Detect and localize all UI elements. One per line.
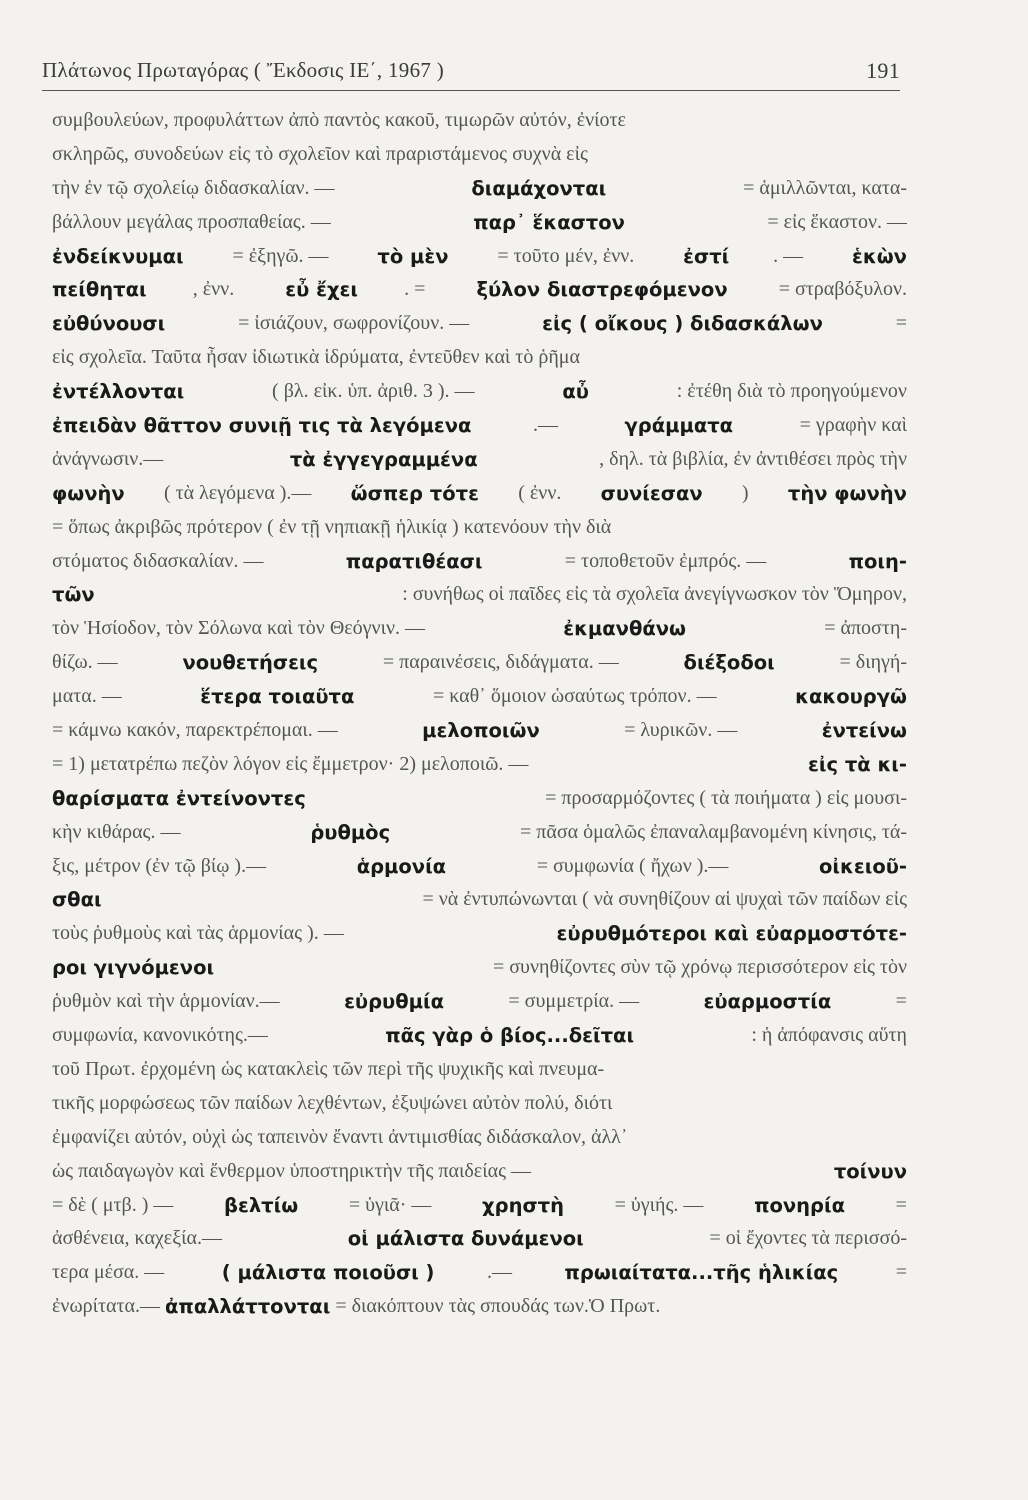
gloss-text: = ὑγιής. — [609, 1193, 709, 1216]
gloss-text: τικῆς μορφώσεως τῶν παίδων λεχθέντων, ἐξυψώνει αὐτὸν πολύ, διότι [52, 1091, 613, 1114]
gloss-text: ( τὰ λεγόμενα ).— [158, 481, 317, 504]
gloss-text: = διηγή- [834, 651, 907, 674]
gloss-text: : ἐτέθη διὰ τὸ προηγούμενον [671, 380, 907, 403]
gloss-text: = ὑγιᾶ· — [343, 1193, 437, 1216]
gloss-text: = ἐξηγῶ. — [227, 244, 334, 267]
gloss-text: , δηλ. τὰ βιβλία, ἐν ἀντιθέσει πρὸς τὴν [599, 447, 907, 470]
gloss-text: τὸν Ἡσίοδον, τὸν Σόλωνα καὶ τὸν Θεόγνιν. — [52, 617, 430, 640]
text-line [52, 511, 907, 545]
gloss-text: ἀσθένεια, καχεξία.— [52, 1227, 227, 1250]
gloss-text: = συμφωνία ( ἤχων ).— [531, 854, 734, 877]
gloss-text: τὴν ἐν τῷ σχολείῳ διδασκαλίαν. — [52, 176, 340, 199]
gloss-text: = συμμετρία. — [503, 990, 645, 1013]
lemma-term: ( μάλιστα ποιοῦσι ) [221, 1261, 435, 1285]
lemma-term: εὐρυθμότεροι καὶ εὐαρμοστότε- [556, 922, 907, 946]
lemma-term: γράμματα [624, 414, 734, 438]
gloss-text: = τοποθετοῦν ἐμπρός. — [559, 549, 772, 572]
text-line [52, 1155, 907, 1189]
gloss-text: = ἁμιλλῶνται, κατα- [738, 176, 907, 199]
gloss-text: = δὲ ( μτβ. ) — [52, 1193, 179, 1216]
lemma-term: ξύλον διαστρεφόμενον [476, 278, 728, 302]
gloss-text: σκληρῶς, συνοδεύων εἰς τὸ σχολεῖον καὶ πραριστάμενος συχνὰ εἰς [52, 142, 588, 165]
text-line [52, 138, 907, 172]
lemma-term: μελοποιῶν [422, 719, 540, 743]
lemma-term: τὸ μὲν [377, 244, 449, 268]
gloss-text: θίζω. — [52, 651, 123, 674]
lemma-term: παρατιθέασι [345, 549, 483, 573]
gloss-text: = 1) μετατρέπω πεζὸν λόγον εἰς ἔμμετρον· 2) μελοποιῶ. — [52, 752, 534, 775]
text-line [52, 680, 907, 714]
text-line [52, 714, 907, 748]
gloss-text: = παραινέσεις, διδάγματα. — [377, 651, 624, 674]
text-line [52, 782, 907, 816]
gloss-text: τοὺς ῥυθμοὺς καὶ τὰς ἁρμονίας ). — [52, 922, 349, 945]
lemma-term: θαρίσματα ἐντείνοντες [52, 786, 306, 810]
gloss-text: = εἰς ἕκαστον. — [762, 210, 907, 233]
lemma-term: συνίεσαν [600, 481, 703, 505]
gloss-text: = [890, 1193, 907, 1216]
lemma-term: πείθηται [52, 278, 147, 302]
gloss-text: = ἀποστη- [819, 617, 907, 640]
gloss-text: = ὅπως ἀκριβῶς πρότερον ( ἐν τῇ νηπιακῇ ἡλικίᾳ ) κατενόουν τὴν διὰ [52, 515, 612, 538]
text-line [52, 816, 907, 850]
lemma-term: ὥσπερ τότε [350, 481, 479, 505]
text-line [52, 951, 907, 985]
text-line [52, 985, 907, 1019]
lemma-term: τῶν [52, 583, 95, 607]
text-line [52, 1290, 907, 1324]
gloss-text: = τοῦτο μέν, ἐνν. [492, 244, 640, 267]
lemma-term: αὖ [562, 380, 589, 404]
gloss-text: = γραφὴν καὶ [794, 414, 907, 437]
gloss-text: ) [736, 481, 754, 504]
lemma-term: οἱ μάλιστα δυνάμενοι [347, 1227, 584, 1251]
lemma-term: εὐθύνουσι [52, 312, 166, 336]
text-line [52, 1189, 907, 1223]
gloss-text: ἀνάγνωσιν.— [52, 447, 169, 470]
gloss-text: : ἡ ἀπόφανσις αὕτη [746, 1024, 907, 1047]
gloss-text: = [890, 990, 907, 1013]
lemma-term: ἑκὼν [851, 244, 907, 268]
lemma-term: εὐαρμοστία [703, 990, 832, 1014]
text-line [52, 341, 907, 375]
lemma-term: ποιη- [848, 549, 907, 573]
lemma-term: εἰς ( οἴκους ) διδασκάλων [542, 312, 823, 336]
lemma-term: χρηστὴ [482, 1193, 564, 1217]
text-line [52, 477, 907, 511]
lemma-term: ἐπειδὰν θᾶττον συνιῇ τις τὰ λεγόμενα [52, 414, 472, 438]
gloss-text: = [890, 1261, 907, 1284]
running-header [42, 58, 900, 90]
text-line [52, 612, 907, 646]
gloss-text: = ἰσιάζουν, σωφρονίζουν. — [233, 312, 475, 335]
gloss-text: . — [773, 244, 809, 267]
text-line [52, 273, 907, 307]
gloss-text: , ἐνν. [192, 278, 240, 301]
text-line [52, 748, 907, 782]
lemma-term: ἐστί [683, 244, 730, 268]
gloss-text: = πᾶσα ὁμαλῶς ἐπαναλαμβανομένη κίνησις, τά- [514, 820, 907, 843]
lemma-term: ἕτερα τοιαῦτα [200, 685, 355, 709]
gloss-text: ( βλ. εἰκ. ὑπ. ἀριθ. 3 ). — [267, 380, 480, 403]
text-line [52, 578, 907, 612]
page-number: 191 [866, 58, 900, 83]
gloss-text: = καθ᾽ ὅμοιον ὡσαύτως τρόπον. — [427, 685, 722, 708]
lemma-term: τὰ ἐγγεγραμμένα [289, 447, 478, 471]
commentary-text [52, 104, 907, 1324]
gloss-text: βάλλουν μεγάλας προσπαθείας. — [52, 210, 336, 233]
lemma-term: εὐρυθμία [344, 990, 444, 1014]
lemma-term: ἀπαλλάττονται [165, 1295, 331, 1319]
lemma-term: ροι γιγνόμενοι [52, 956, 215, 980]
gloss-text: συμφωνία, κανονικότης.— [52, 1024, 273, 1047]
gloss-text: εἰς σχολεῖα. Ταῦτα ἦσαν ἰδιωτικὰ ἱδρύματα, ἐντεῦθεν καὶ τὸ ῥῆμα [52, 346, 580, 369]
lemma-term: ἐντείνω [821, 719, 907, 743]
text-line [52, 409, 907, 443]
lemma-term: πρωιαίτατα...τῆς ἡλικίας [564, 1261, 839, 1285]
gloss-text: . = [404, 278, 431, 301]
lemma-term: φωνὴν [52, 481, 125, 505]
gloss-text: στόματος διδασκαλίαν. — [52, 549, 269, 572]
gloss-text: τοῦ Πρωτ. ἐρχομένη ὡς κατακλεὶς τῶν περὶ τῆς ψυχικῆς καὶ πνευμα- [52, 1057, 605, 1080]
text-line [52, 545, 907, 579]
gloss-text: τερα μέσα. — [52, 1261, 170, 1284]
gloss-text: = προσαρμόζοντες ( τὰ ποιήματα ) εἰς μουσι- [540, 786, 907, 809]
gloss-text: = διακόπτουν τὰς σπουδάς των.Ὁ Πρωτ. [330, 1295, 661, 1318]
lemma-term: διαμάχονται [471, 176, 607, 200]
text-line [52, 1087, 907, 1121]
lemma-term: διέξοδοι [683, 651, 775, 675]
lemma-term: εὖ ἔχει [285, 278, 358, 302]
text-line [52, 240, 907, 274]
lemma-term: ἐνδείκνυμαι [52, 244, 184, 268]
gloss-text: = συνηθίζοντες σὺν τῷ χρόνῳ περισσότερον εἰς τὸν [487, 956, 907, 979]
text-line [52, 443, 907, 477]
text-line [52, 917, 907, 951]
text-line [52, 1053, 907, 1087]
lemma-term: σθαι [52, 888, 102, 912]
gloss-text: = νὰ ἐντυπώνωνται ( νὰ συνηθίζουν αἱ ψυχαὶ τῶν παίδων εἰς [417, 888, 907, 911]
lemma-term: ἐντέλλονται [52, 380, 185, 404]
gloss-text: = οἱ ἔχοντες τὰ περισσό- [704, 1227, 907, 1250]
gloss-text: : συνήθως οἱ παῖδες εἰς τὰ σχολεῖα ἀνεγίγνωσκον τὸν Ὅμηρον, [397, 583, 907, 606]
gloss-text: ἐνωρίτατα.— [52, 1295, 165, 1318]
text-line [52, 646, 907, 680]
gloss-text: = κάμνω κακόν, παρεκτρέπομαι. — [52, 719, 343, 742]
text-line [52, 1222, 907, 1256]
header-rule [42, 90, 900, 91]
gloss-text: ματα. — [52, 685, 127, 708]
lemma-term: τὴν φωνὴν [787, 481, 907, 505]
lemma-term: βελτίω [224, 1193, 299, 1217]
gloss-text: ἐμφανίζει αὐτόν, οὐχὶ ὡς ταπεινὸν ἔναντι ἀντιμισθίας διδάσκαλον, ἀλλ᾽ [52, 1125, 628, 1148]
lemma-term: κακουργῶ [795, 685, 907, 709]
text-line [52, 850, 907, 884]
gloss-text: .— [486, 1261, 512, 1284]
lemma-term: οἰκειοῦ- [819, 854, 907, 878]
lemma-term: εἰς τὰ κι- [808, 752, 907, 776]
gloss-text: = στραβόξυλον. [773, 278, 907, 301]
text-line [52, 172, 907, 206]
gloss-text: .— [532, 414, 563, 437]
text-line [52, 375, 907, 409]
text-line [52, 104, 907, 138]
gloss-text: ὡς παιδαγωγὸν καὶ ἔνθερμον ὑποστηρικτὴν τῆς παιδείας — [52, 1159, 536, 1182]
text-line [52, 1121, 907, 1155]
text-line [52, 883, 907, 917]
lemma-term: ἐκμανθάνω [563, 617, 686, 641]
gloss-text: ῥυθμὸν καὶ τὴν ἁρμονίαν.— [52, 990, 285, 1013]
text-line [52, 206, 907, 240]
gloss-text: = λυρικῶν. — [619, 719, 743, 742]
text-line [52, 1019, 907, 1053]
lemma-term: ῥυθμὸς [310, 820, 391, 844]
gloss-text: = [890, 312, 907, 335]
gloss-text: ( ἐνν. [513, 481, 567, 504]
gloss-text: ξις, μέτρον (ἐν τῷ βίῳ ).— [52, 854, 272, 877]
lemma-term: τοίνυν [833, 1159, 907, 1183]
lemma-term: νουθετήσεις [182, 651, 319, 675]
text-line [52, 1256, 907, 1290]
lemma-term: παρ᾽ ἕκαστον [473, 210, 625, 234]
gloss-text: κὴν κιθάρας. — [52, 820, 186, 843]
lemma-term: ἁρμονία [356, 854, 447, 878]
lemma-term: πᾶς γὰρ ὁ βίος...δεῖται [385, 1024, 635, 1048]
text-line [52, 307, 907, 341]
lemma-term: πονηρία [754, 1193, 846, 1217]
gloss-text: συμβουλεύων, προφυλάττων ἀπὸ παντὸς κακοῦ, τιμωρῶν αὐτόν, ἐνίοτε [52, 109, 626, 131]
running-title: Πλάτωνος Πρωταγόρας ( Ἔκδοσις ΙΕ΄, 1967 ) [42, 58, 445, 82]
